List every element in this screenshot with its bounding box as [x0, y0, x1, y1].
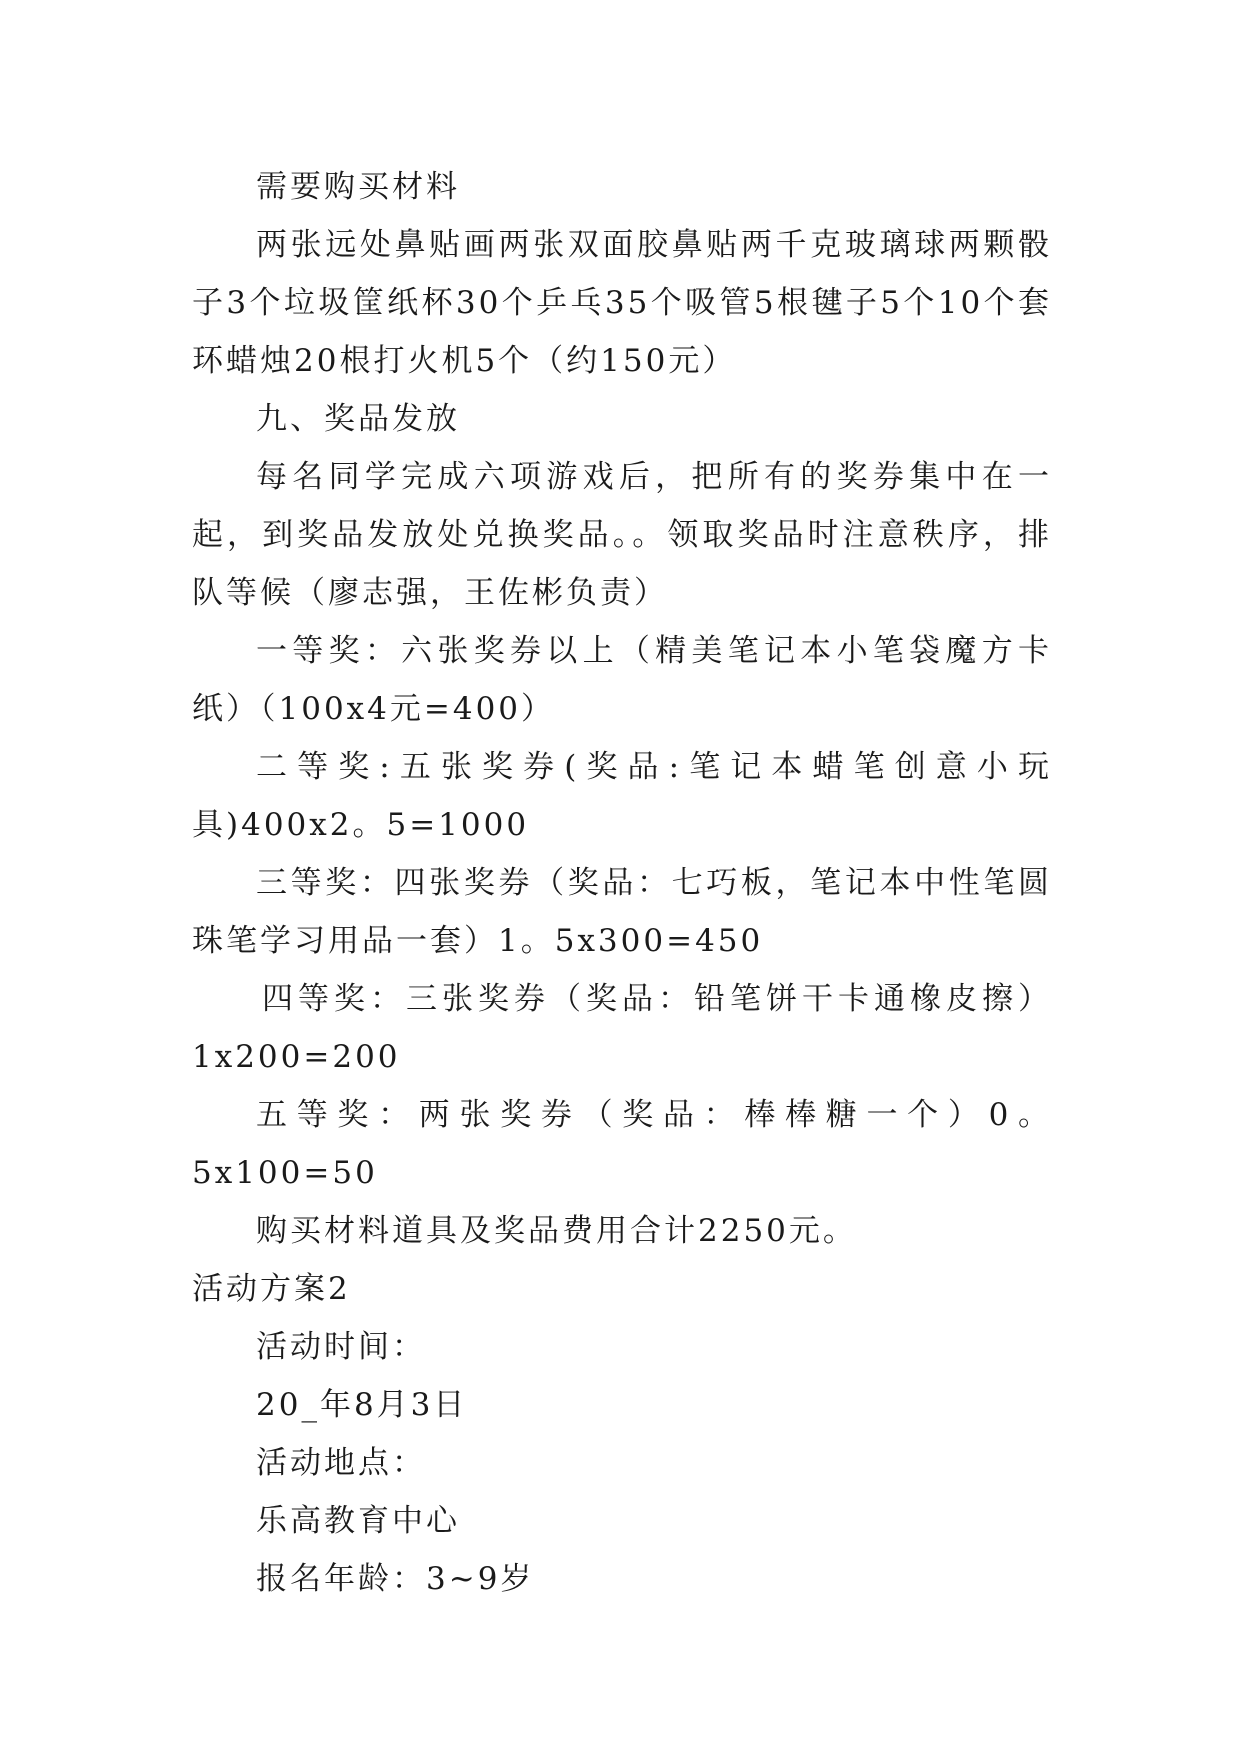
- paragraph-fourth-prize: 四等奖：三张奖券（奖品：铅笔饼干卡通橡皮擦）1x200=200: [192, 981, 1052, 1075]
- paragraph-section-prize-distribution: 九、奖品发放: [256, 401, 460, 437]
- label-activity-time: 活动时间：: [256, 1329, 426, 1365]
- paragraph-materials-list: 两张远处鼻贴画两张双面胶鼻贴两千克玻璃球两颗骰子3个垃圾筐纸杯30个乒乓35个吸管5根毽子5个10个套环蜡烛20根打火机5个（约150元）: [192, 227, 1052, 379]
- label-activity-location: 活动地点：: [256, 1445, 426, 1481]
- value-activity-location: 乐高教育中心: [256, 1503, 460, 1539]
- label-registration-age: 报名年龄：3~9岁: [256, 1561, 535, 1597]
- heading-activity-plan-2: 活动方案2: [192, 1271, 351, 1307]
- paragraph-materials-heading: 需要购买材料: [256, 169, 460, 205]
- document-body: [192, 158, 1052, 1608]
- paragraph-second-prize: 二等奖:五张奖券(奖品:笔记本蜡笔创意小玩具)400x2。5=1000: [192, 749, 1052, 843]
- paragraph-prize-exchange: 每名同学完成六项游戏后，把所有的奖券集中在一起，到奖品发放处兑换奖品。。领取奖品时注意秩序，排队等候（廖志强，王佐彬负责）: [192, 459, 1052, 611]
- paragraph-total-cost: 购买材料道具及奖品费用合计2250元。: [256, 1213, 857, 1249]
- value-activity-date: 20_年8月3日: [256, 1387, 468, 1423]
- paragraph-third-prize: 三等奖：四张奖券（奖品：七巧板，笔记本中性笔圆珠笔学习用品一套）1。5x300=450: [192, 865, 1052, 959]
- paragraph-first-prize: 一等奖：六张奖券以上（精美笔记本小笔袋魔方卡纸）（100x4元=400）: [192, 633, 1052, 727]
- paragraph-fifth-prize: 五等奖：两张奖券（奖品：棒棒糖一个）0。5x100=50: [192, 1097, 1052, 1191]
